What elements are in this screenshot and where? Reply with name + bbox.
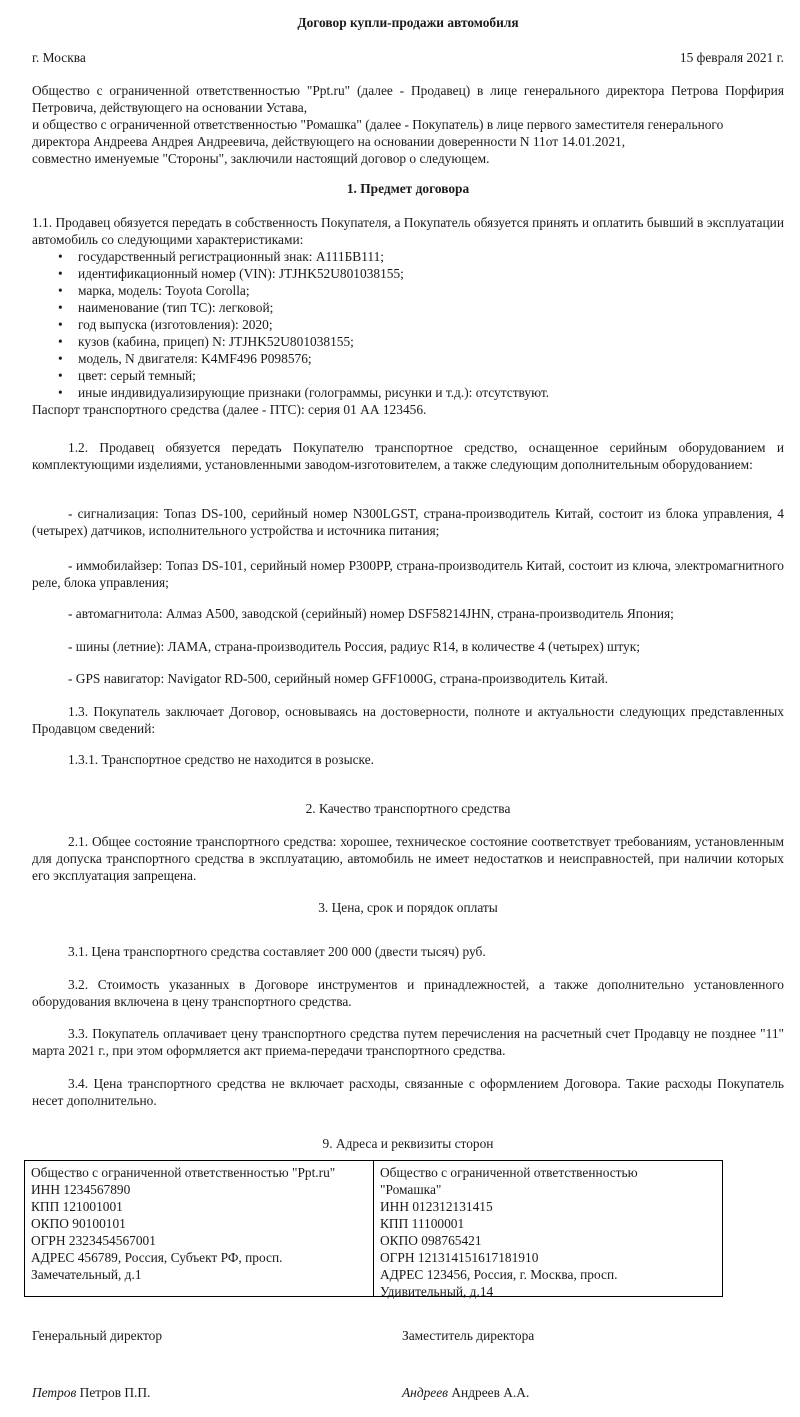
seller-role: Генеральный директор xyxy=(32,1328,163,1343)
requisite-line: Удивительный, д.14 xyxy=(380,1284,494,1299)
requisite-line: ИНН 1234567890 xyxy=(31,1182,131,1197)
intro-buyer: и общество с ограниченной ответственностью "Ромашка" (далее - Покупатель) в лице первого заместителя генерального директора Андреева Андрея Андреевича, действующего на основании доверенности N 11от 14.01.2021, xyxy=(32,117,724,149)
contract-date: 15 февраля 2021 г. xyxy=(679,50,784,65)
seller-signature: Петров xyxy=(32,1385,77,1400)
list-item: • год выпуска (изготовления): 2020; xyxy=(58,317,273,332)
list-item: • иные индивидуализирующие признаки (голограммы, рисунки и т.д.): отсутствуют. xyxy=(58,385,550,400)
clause-1-3: 1.3. Покупатель заключает Договор, основываясь на достоверности, полноте и актуальности следующих представленных Продавцом сведений: xyxy=(32,704,784,736)
buyer-requisites xyxy=(374,1161,722,1299)
equipment-radio: - автомагнитола: Алмаз А500, заводской (серийный) номер DSF58214JHN, страна-производитель Япония; xyxy=(68,606,674,621)
list-item: • марка, модель: Toyota Corolla; xyxy=(58,283,250,298)
requisite-line: ОГРН 2323454567001 xyxy=(31,1233,156,1248)
list-item: • модель, N двигателя: K4MF496 P098576; xyxy=(58,351,312,366)
buyer-name: Андреев А.А. xyxy=(451,1385,530,1400)
clause-1-1 xyxy=(32,214,784,418)
list-item: • идентификационный номер (VIN): JTJHK52U801038155; xyxy=(58,266,404,281)
intro-parties: совместно именуемые "Стороны", заключили настоящий договор о следующем. xyxy=(32,151,490,166)
buyer-role: Заместитель директора xyxy=(402,1328,535,1343)
section-2-title: 2. Качество транспортного средства xyxy=(305,801,511,816)
city: г. Москва xyxy=(32,50,86,65)
clause-3-4: 3.4. Цена транспортного средства не включает расходы, связанные с оформлением Договора. Такие расходы Покупатель несет дополнительно. xyxy=(32,1076,784,1108)
requisite-line: ОКПО 90100101 xyxy=(31,1216,126,1231)
clause-1-3-1: 1.3.1. Транспортное средство не находится в розыске. xyxy=(68,752,374,767)
buyer-signature-block xyxy=(402,1384,529,1401)
list-item: • цвет: серый темный; xyxy=(58,368,196,383)
seller-requisites xyxy=(25,1161,374,1296)
pts-text: Паспорт транспортного средства (далее - ПТС): серия 01 АА 123456. xyxy=(32,402,427,417)
header-row xyxy=(32,49,784,66)
section-3-title: 3. Цена, срок и порядок оплаты xyxy=(318,900,498,915)
requisite-line: ОГРН 121314151617181910 xyxy=(380,1250,539,1265)
list-item: • кузов (кабина, прицеп) N: JTJHK52U801038155; xyxy=(58,334,354,349)
intro-seller: Общество с ограниченной ответственностью "Ppt.ru" (далее - Продавец) в лице генерального директора Петрова Порфирия Петровича, действующего на основании Устава, xyxy=(32,83,784,115)
clause-3-3: 3.3. Покупатель оплачивает цену транспортного средства путем перечисления на расчетный счет Продавцу не позднее "11" марта 2021 г., при этом оформляется акт приема-передачи транспортного средства. xyxy=(32,1026,784,1058)
equipment-immobilizer: - иммобилайзер: Топаз DS-101, серийный номер P300PP, страна-производитель Китай, состоит из ключа, электромагнитного реле, блока управления; xyxy=(32,558,784,590)
requisite-line: КПП 121001001 xyxy=(31,1199,123,1214)
equipment-tires: - шины (летние): ЛАМА, страна-производитель Россия, радиус R14, в количестве 4 (четырех) штук; xyxy=(68,639,640,654)
requisite-line: ОКПО 098765421 xyxy=(380,1233,482,1248)
document-title: Договор купли-продажи автомобиля xyxy=(297,15,519,30)
clause-3-2: 3.2. Стоимость указанных в Договоре инструментов и принадлежностей, а также дополнительно установленного оборудования включена в цену транспортного средства. xyxy=(32,977,784,1009)
equipment-alarm: - сигнализация: Топаз DS-100, серийный номер N300LGST, страна-производитель Китай, состоит из блока управления, 4 (четырех) датчиков, исполнительного устройства и источника питания; xyxy=(32,506,784,538)
section-1-title: 1. Предмет договора xyxy=(346,181,470,196)
requisite-line: Замечательный, д.1 xyxy=(31,1267,142,1282)
seller-signature-block xyxy=(32,1384,150,1401)
requisite-line: "Ромашка" xyxy=(380,1182,442,1197)
requisite-line: АДРЕС 456789, Россия, Субъект РФ, просп. xyxy=(31,1250,283,1265)
requisite-line: АДРЕС 123456, Россия, г. Москва, просп. xyxy=(380,1267,618,1282)
requisite-line: Общество с ограниченной ответственностью "Ppt.ru" xyxy=(31,1165,336,1180)
buyer-signature: Андреев xyxy=(402,1385,448,1400)
clause-1-1-text: 1.1. Продавец обязуется передать в собственность Покупателя, а Покупатель обязуется принять и оплатить бывший в эксплуатации автомобиль со следующими характеристиками: xyxy=(32,215,784,247)
equipment-gps: - GPS навигатор: Navigator RD-500, серийный номер GFF1000G, страна-производитель Китай. xyxy=(68,671,609,686)
requisite-line: ИНН 012312131415 xyxy=(380,1199,493,1214)
intro xyxy=(32,82,784,167)
clause-1-2: 1.2. Продавец обязуется передать Покупателю транспортное средство, оснащенное серийным оборудованием и комплектующими изделиями, установленными заводом-изготовителем, а также следующим дополнительным оборудованием: xyxy=(32,440,784,472)
clause-2-1: 2.1. Общее состояние транспортного средства: хорошее, техническое состояние соответствует требованиям, установленным для допуска транспортного средства в эксплуатацию, автомобиль не имеет недостатков и неисправностей, при наличии которых его эксплуатация запрещена. xyxy=(32,834,784,883)
section-9-title: 9. Адреса и реквизиты сторон xyxy=(322,1136,494,1151)
requisites-table xyxy=(24,1160,723,1297)
requisite-line: КПП 11100001 xyxy=(380,1216,465,1231)
list-item: • государственный регистрационный знак: А111БВ111; xyxy=(58,249,385,264)
vehicle-characteristics-list xyxy=(32,248,784,401)
list-item: • наименование (тип ТС): легковой; xyxy=(58,300,274,315)
requisite-line: Общество с ограниченной ответственностью xyxy=(380,1165,638,1180)
seller-name: Петров П.П. xyxy=(79,1385,151,1400)
clause-3-1: 3.1. Цена транспортного средства составляет 200 000 (двести тысяч) руб. xyxy=(68,944,486,959)
